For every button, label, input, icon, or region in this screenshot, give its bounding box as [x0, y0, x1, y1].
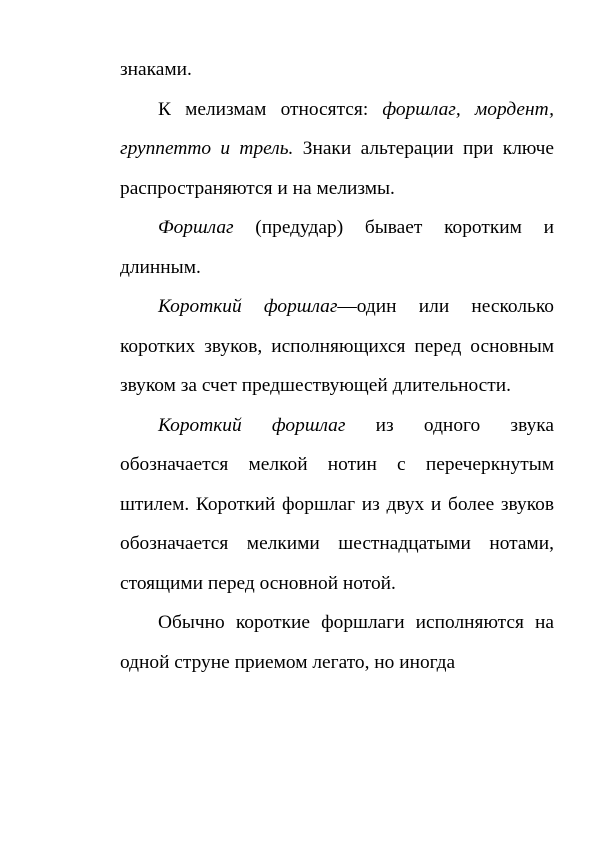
paragraph-forshlag: [120, 208, 554, 287]
paragraph-continuation: [120, 50, 554, 90]
text-run: (предудар) бывает коротким и длинным.: [120, 217, 554, 278]
document-page: [120, 50, 554, 682]
italic-term-list: форшлаг, мордент, группетто и трель.: [120, 98, 554, 159]
paragraph-performance: [120, 603, 554, 682]
paragraph-melisms-list: [120, 90, 554, 209]
paragraph-short-forshlag-notation: [120, 406, 554, 604]
text-run: —один или несколько коротких звуков, исполняющихся перед основным звуком за счет предшествующей длительности.: [120, 296, 555, 396]
italic-term: Короткий форшлаг: [158, 296, 338, 317]
text-run: Знаки альтерации при ключе распространяются и на мелизмы.: [120, 138, 554, 199]
text-run: Обычно короткие форшлаги исполняются на одной струне приемом легато, но иногда: [120, 612, 554, 673]
text-run: из одного звука обозначается мелкой нотин с перечеркнутым штилем. Короткий форшлаг из двух и более звуков обозначается мелкими шестнадцатыми нотами, стоящими перед основной нотой.: [120, 414, 554, 594]
text-run: К мелизмам относятся:: [158, 98, 383, 120]
italic-term: Форшлаг: [158, 217, 234, 238]
italic-term: Короткий форшлаг: [158, 414, 346, 436]
text-run: знаками.: [120, 59, 192, 80]
paragraph-short-forshlag-definition: [120, 287, 554, 406]
